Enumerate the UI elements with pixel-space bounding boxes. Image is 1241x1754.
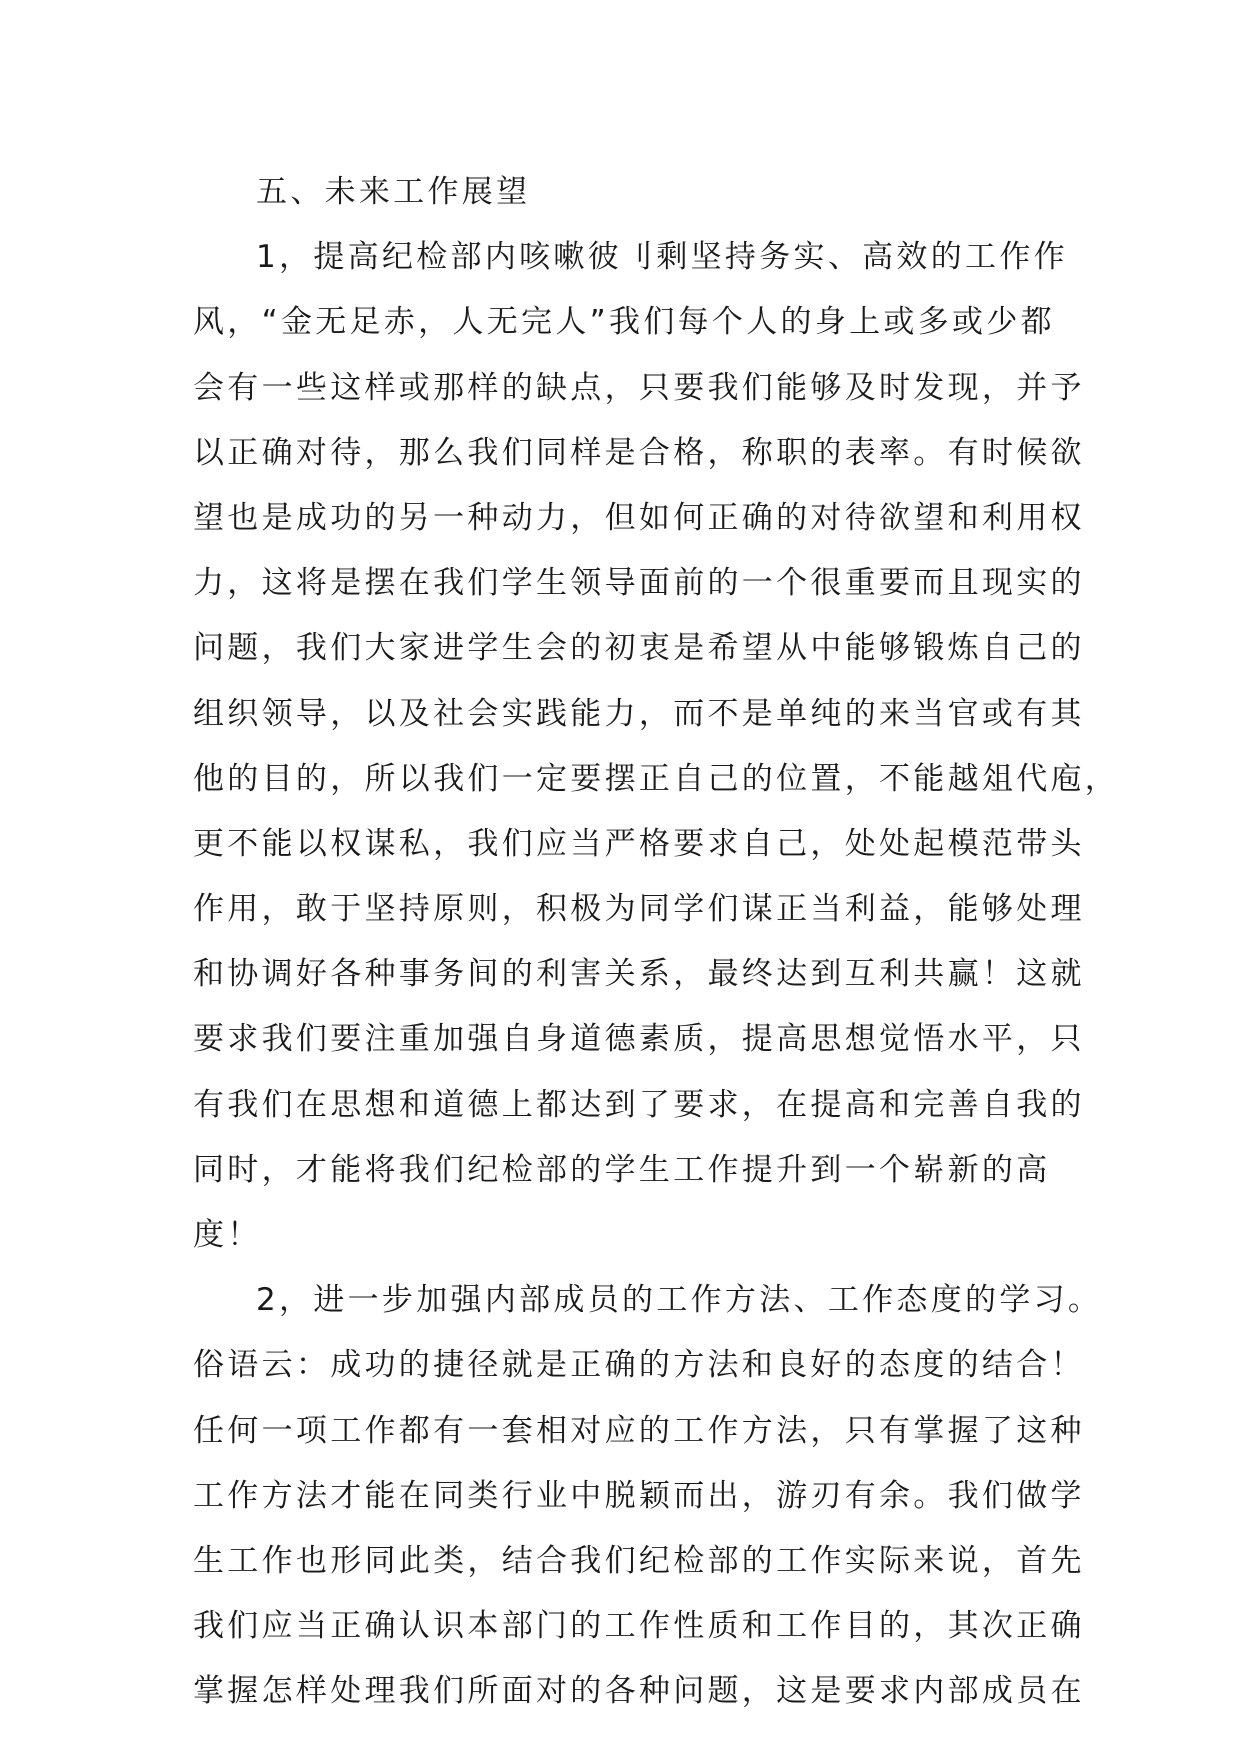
document-body xyxy=(193,160,1120,1725)
section-heading: 五、未来工作展望 xyxy=(256,174,531,210)
paragraph-1-line: 问题，我们大家进学生会的初衷是希望从中能够锻炼自己的 xyxy=(193,630,1085,667)
paragraph-2-line: 我们应当正确认识本部门的工作性质和工作目的，其次正确 xyxy=(193,1608,1085,1645)
paragraph-1-line: 有我们在思想和道德上都达到了要求，在提高和完善自我的 xyxy=(193,1086,1085,1123)
paragraph-1-line: 力，这将是摆在我们学生领导面前的一个很重要而且现实的 xyxy=(193,565,1085,602)
paragraph-1-line: 作用，敢于坚持原则，积极为同学们谋正当利益，能够处理 xyxy=(193,891,1085,928)
paragraph-1-line: 1，提高纪检部内咳嗽彼刂剩坚持务实、高效的工作作 xyxy=(256,239,1068,276)
paragraph-2-line: 任何一项工作都有一套相对应的工作方法，只有掌握了这种 xyxy=(193,1412,1085,1449)
paragraph-1-line: 度！ xyxy=(193,1217,262,1253)
paragraph-1-line: 更不能以权谋私，我们应当严格要求自己，处处起模范带头 xyxy=(193,825,1085,862)
paragraph-2-line: 工作方法才能在同类行业中脱颖而出，游刃有余。我们做学 xyxy=(193,1477,1085,1514)
paragraph-1-line: 和协调好各种事务间的利害关系，最终达到互利共赢！这就 xyxy=(193,956,1085,993)
paragraph-1-line: 同时，才能将我们纪检部的学生工作提升到一个崭新的高 xyxy=(193,1151,1051,1188)
paragraph-1-line: 望也是成功的另一种动力，但如何正确的对待欲望和利用权 xyxy=(193,499,1085,536)
paragraph-1-line: 风，“金无足赤，人无完人”我们每个人的身上或多或少都 xyxy=(193,304,1055,341)
paragraph-1-line: 要求我们要注重加强自身道德素质，提高思想觉悟水平，只 xyxy=(193,1021,1085,1058)
paragraph-2-line: 生工作也形同此类，结合我们纪检部的工作实际来说，首先 xyxy=(193,1542,1085,1579)
paragraph-1-line: 以正确对待，那么我们同样是合格，称职的表率。有时候欲 xyxy=(193,434,1085,471)
paragraph-2-line: 掌握怎样处理我们所面对的各种问题，这是要求内部成员在 xyxy=(193,1673,1085,1710)
paragraph-2-line: 俗语云：成功的捷径就是正确的方法和良好的态度的结合！ xyxy=(193,1347,1085,1384)
paragraph-2-line: 2，进一步加强内部成员的工作方法、工作态度的学习。 xyxy=(256,1282,1103,1319)
paragraph-1-line: 会有一些这样或那样的缺点，只要我们能够及时发现，并予 xyxy=(193,369,1085,406)
paragraph-1-line: 他的目的，所以我们一定要摆正自己的位置，不能越俎代庖， xyxy=(193,760,1120,797)
paragraph-1-line: 组织领导，以及社会实践能力，而不是单纯的来当官或有其 xyxy=(193,695,1085,732)
